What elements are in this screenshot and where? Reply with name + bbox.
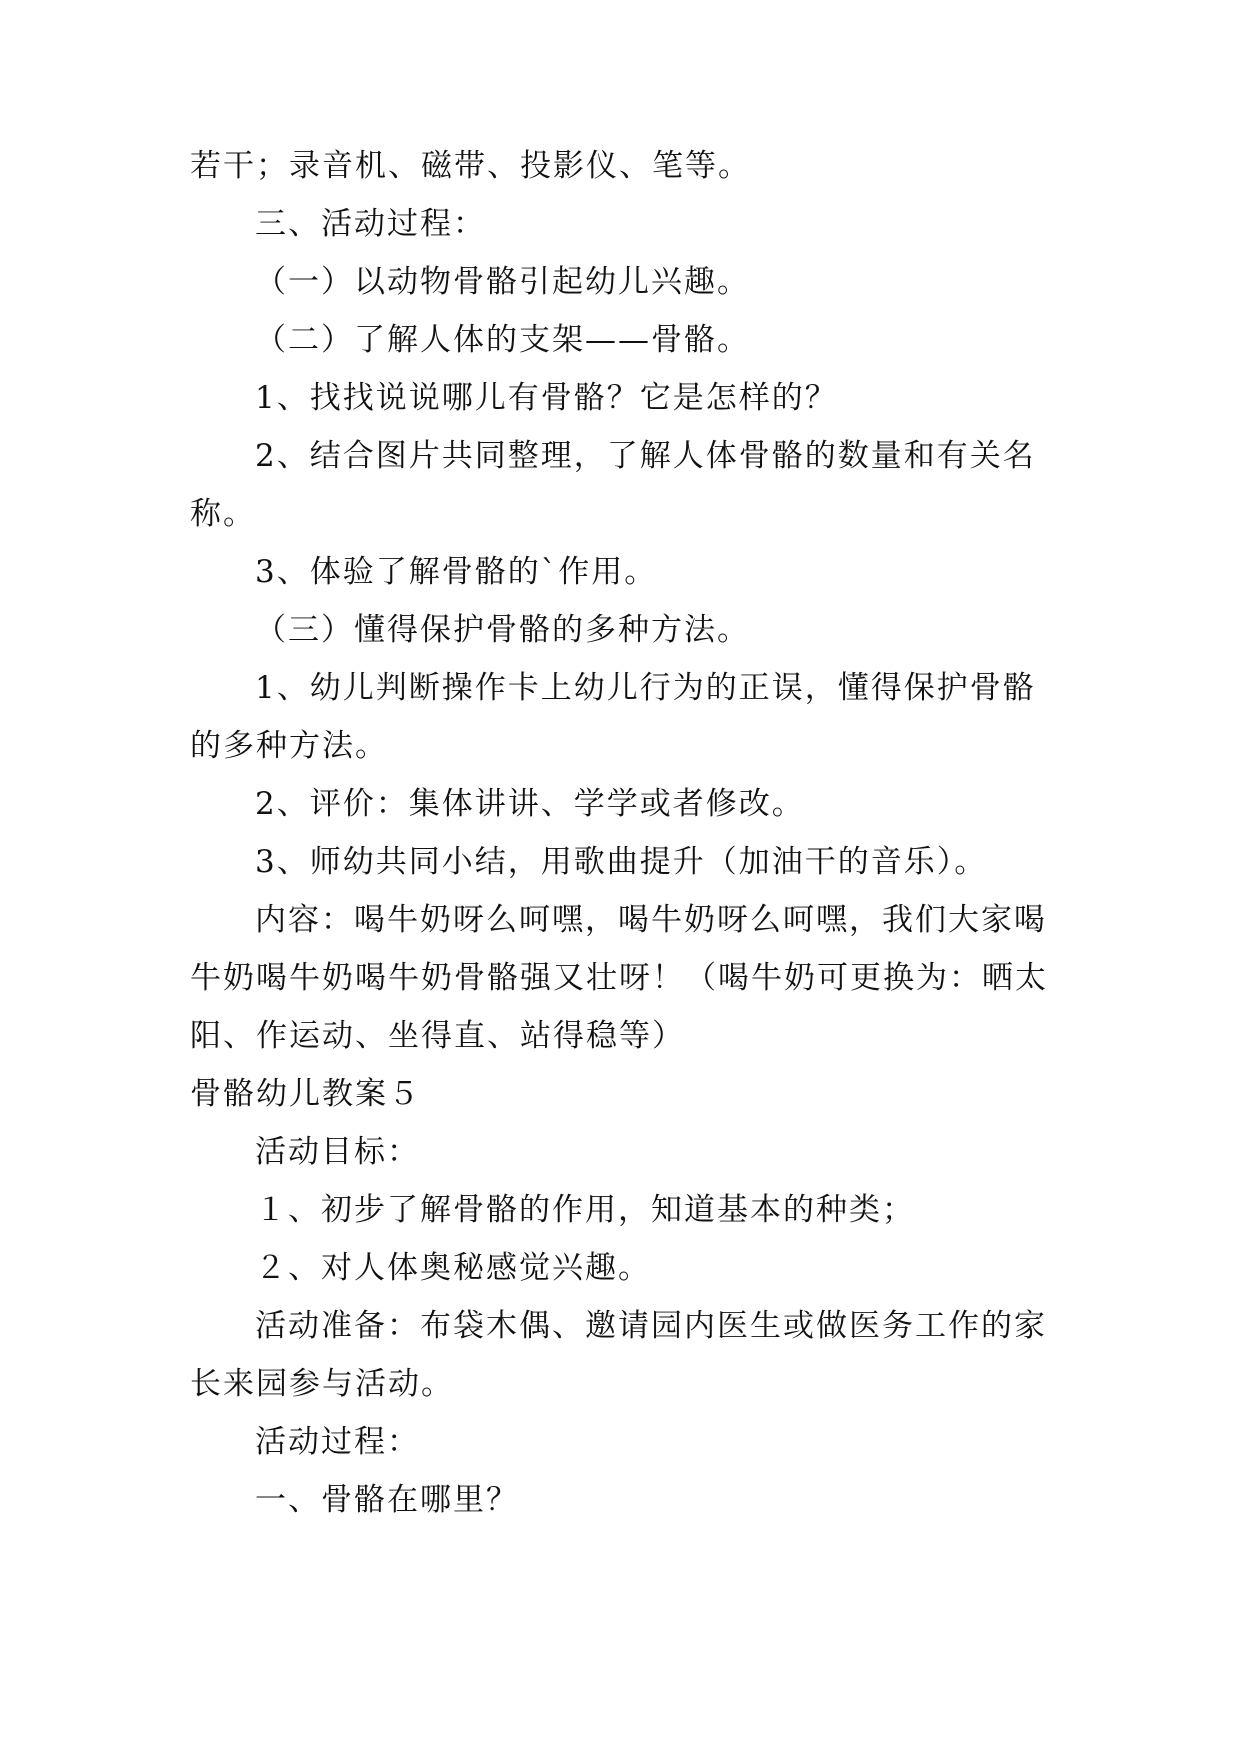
text-line: 内容：喝牛奶呀么呵嘿，喝牛奶呀么呵嘿，我们大家喝 bbox=[255, 902, 1047, 938]
list-item: １、初步了解骨骼的作用，知道基本的种类； bbox=[255, 1192, 915, 1228]
list-item: 1、幼儿判断操作卡上幼儿行为的正误，懂得保护骨骼 bbox=[255, 670, 1036, 706]
list-item: 3、体验了解骨骼的`作用。 bbox=[255, 554, 658, 590]
section-heading: 活动目标： bbox=[255, 1134, 420, 1170]
list-item: 1、找找说说哪儿有骨骼？它是怎样的？ bbox=[255, 380, 838, 416]
document-title: 骨骼幼儿教案５ bbox=[190, 1076, 421, 1112]
sub-heading: （三）懂得保护骨骼的多种方法。 bbox=[255, 612, 750, 648]
section-heading: 活动过程： bbox=[255, 1424, 420, 1460]
text-line: 长来园参与活动。 bbox=[190, 1366, 454, 1402]
list-item: 2、结合图片共同整理，了解人体骨骼的数量和有关名 bbox=[255, 438, 1036, 474]
text-line: 阳、作运动、坐得直、站得稳等） bbox=[190, 1018, 685, 1054]
sub-heading: （二）了解人体的支架——骨骼。 bbox=[255, 322, 750, 358]
list-item: 2、评价：集体讲讲、学学或者修改。 bbox=[255, 786, 805, 822]
text-line: 称。 bbox=[190, 496, 256, 532]
sub-heading: （一）以动物骨骼引起幼儿兴趣。 bbox=[255, 264, 750, 300]
text-line: 活动准备：布袋木偶、邀请园内医生或做医务工作的家 bbox=[255, 1308, 1047, 1344]
text-line: 牛奶喝牛奶喝牛奶骨骼强又壮呀！（喝牛奶可更换为：晒太 bbox=[190, 960, 1048, 996]
text-line: 若干；录音机、磁带、投影仪、笔等。 bbox=[190, 148, 751, 184]
list-item: ２、对人体奥秘感觉兴趣。 bbox=[255, 1250, 651, 1286]
sub-heading: 一、骨骼在哪里？ bbox=[255, 1482, 519, 1518]
list-item: 3、师幼共同小结，用歌曲提升（加油干的音乐）。 bbox=[255, 844, 988, 880]
text-line: 的多种方法。 bbox=[190, 728, 388, 764]
section-heading: 三、活动过程： bbox=[255, 206, 486, 242]
